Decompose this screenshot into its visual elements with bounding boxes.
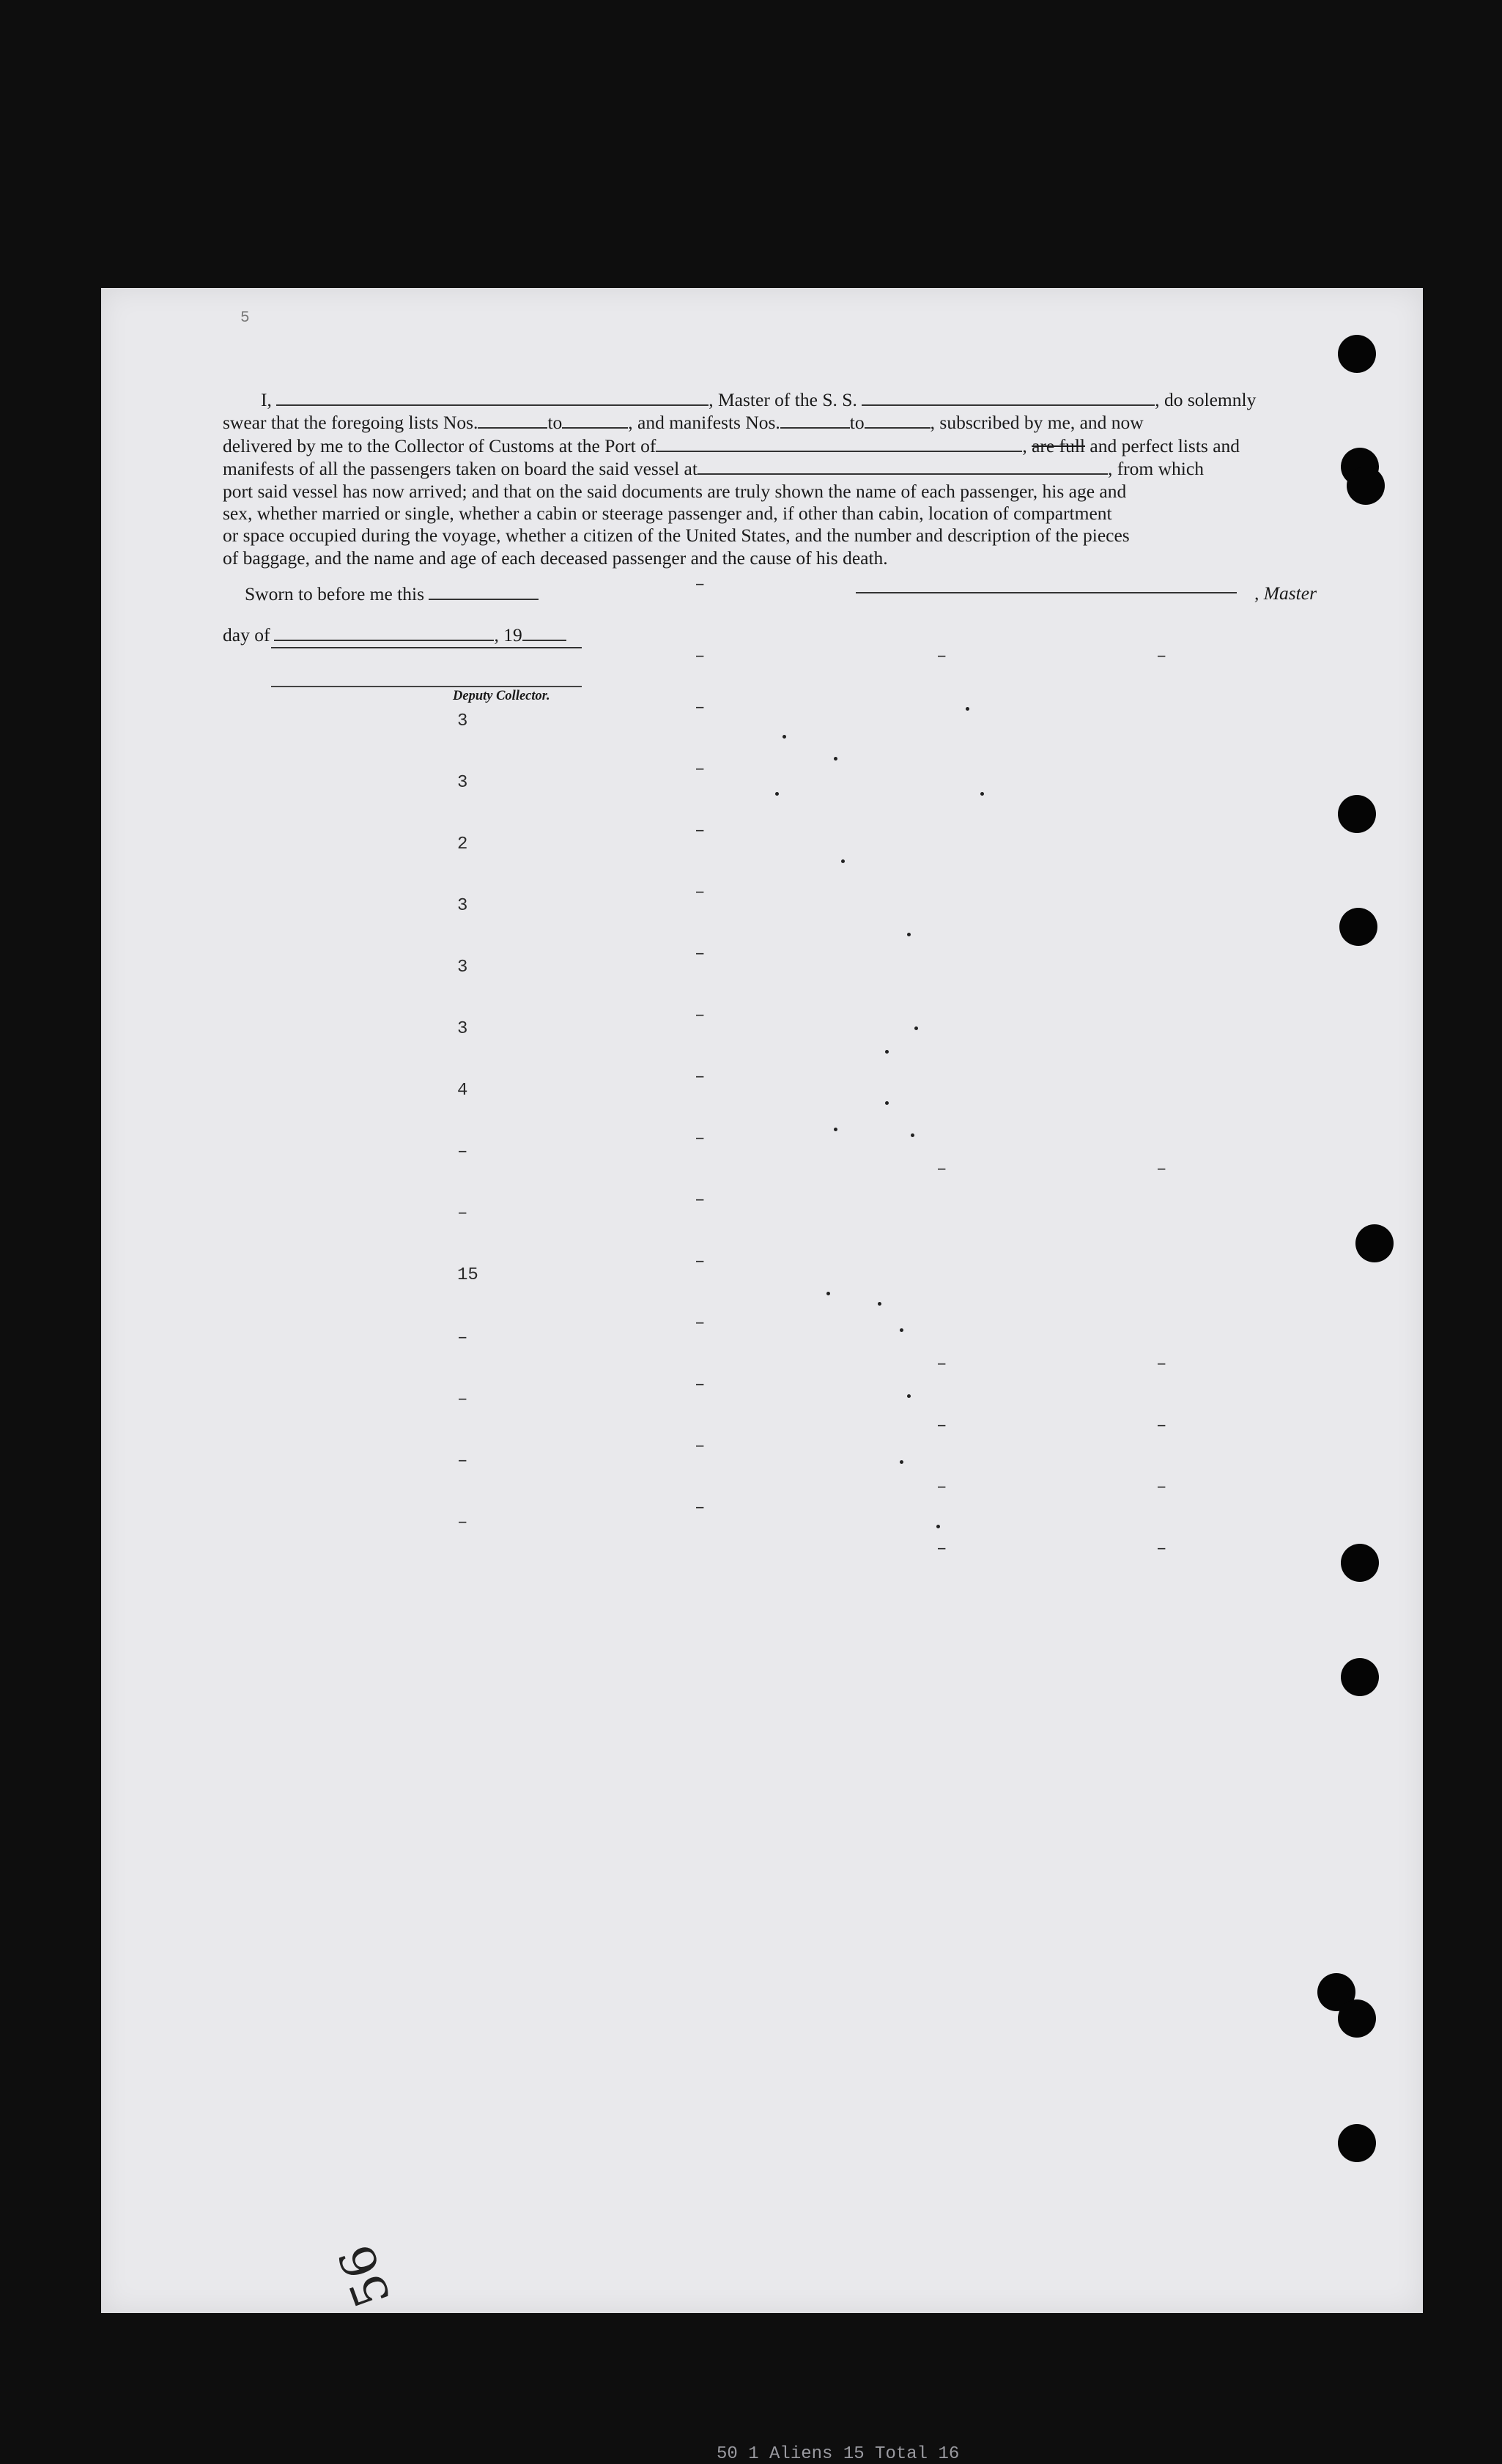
right-dash: – [1156, 1416, 1167, 1436]
right-dash: – [1156, 1478, 1167, 1498]
middle-dash: – [695, 1006, 706, 1026]
middle-dash: – [695, 821, 706, 841]
ink-dot [841, 859, 845, 863]
right-dash: – [1156, 1355, 1167, 1375]
oath-line-3: delivered by me to the Collector of Customs at the Port of , are full and perfect lists and [223, 434, 1240, 456]
ship-name-blank [862, 388, 1155, 406]
handwritten-page-number: 56 [328, 2237, 402, 2315]
master-label: , Master [1254, 582, 1317, 604]
right-dash: – [936, 1160, 947, 1180]
oath-line-6: sex, whether married or single, whether a cabin or steerage passenger and, if other than cabin, location of compartment [223, 503, 1112, 525]
right-dash: – [1156, 1160, 1167, 1180]
ink-dot [826, 1292, 830, 1295]
faint-footer-text: 50 1 Aliens 15 Total 16 [717, 2444, 960, 2464]
oath-line-7: or space occupied during the voyage, whether a citizen of the United States, and the number and description of the pieces [223, 525, 1130, 547]
column-mark: – [457, 1390, 468, 1410]
column-mark: – [457, 1204, 468, 1224]
column-mark: – [457, 1513, 468, 1533]
right-dash: – [936, 647, 947, 667]
punch-hole [1355, 1224, 1394, 1262]
ink-dot [834, 757, 837, 761]
column-mark: 2 [457, 835, 468, 854]
column-mark: 3 [457, 773, 468, 793]
right-dash: – [1156, 647, 1167, 667]
right-dash: – [936, 1539, 947, 1559]
ink-dot [907, 933, 911, 936]
middle-dash: – [695, 1191, 706, 1210]
middle-dash: – [695, 760, 706, 780]
middle-dash: – [695, 647, 706, 667]
ink-dot [878, 1302, 881, 1306]
middle-dash: – [695, 1375, 706, 1395]
sworn-day-blank [429, 582, 539, 600]
day-of-blank [274, 624, 494, 641]
column-mark: – [457, 1328, 468, 1348]
middle-dash: – [695, 883, 706, 903]
oath-line-5: port said vessel has now arrived; and that on the said documents are truly shown the name of each passenger, his age and [223, 480, 1127, 502]
column-mark: 3 [457, 958, 468, 977]
punch-hole [1339, 908, 1377, 946]
oath-line-8: of baggage, and the name and age of each deceased passenger and the cause of his death. [223, 547, 888, 569]
ink-dot [783, 735, 786, 739]
middle-dash: – [695, 1498, 706, 1518]
middle-dash: – [695, 1437, 706, 1457]
middle-dash: – [695, 1068, 706, 1087]
column-mark: 3 [457, 1019, 468, 1039]
document-page [101, 288, 1423, 2464]
middle-dash: – [695, 1252, 706, 1272]
ink-dot [907, 1394, 911, 1398]
punch-hole [1338, 795, 1376, 833]
middle-dash: – [695, 944, 706, 964]
column-mark: 4 [457, 1081, 468, 1100]
year-blank [522, 624, 566, 641]
punch-hole [1338, 1999, 1376, 2038]
middle-dash: – [695, 698, 706, 718]
ink-dot [914, 1026, 918, 1030]
page-number-mark: 5 [240, 310, 250, 327]
middle-dash: – [695, 1129, 706, 1149]
column-mark: – [457, 1142, 468, 1162]
ink-dot [980, 792, 984, 796]
column-mark: 3 [457, 896, 468, 916]
right-dash: – [936, 1478, 947, 1498]
master-name-blank [276, 388, 709, 406]
signature-line-1 [271, 647, 582, 648]
oath-line-4: manifests of all the passengers taken on board the said vessel at , from which [223, 458, 1204, 480]
oath-line-1: I, , Master of the S. S. , do solemnly [261, 389, 1257, 410]
punch-hole [1347, 467, 1385, 505]
ink-dot [885, 1101, 889, 1105]
ink-dot [885, 1050, 889, 1054]
ink-dot [966, 707, 969, 711]
ink-dot [834, 1128, 837, 1131]
right-dash: – [936, 1355, 947, 1375]
oath-paragraph [223, 388, 1417, 569]
ink-dot [775, 792, 779, 796]
punch-hole [1338, 2124, 1376, 2162]
ink-dot [936, 1525, 940, 1528]
middle-dash: – [695, 1314, 706, 1333]
day-of-label: day of , 19 [223, 624, 566, 646]
right-dash: – [1156, 1539, 1167, 1559]
punch-hole [1341, 1658, 1379, 1696]
column-mark: 15 [457, 1265, 478, 1285]
punch-hole [1341, 1544, 1379, 1582]
middle-dash: – [695, 575, 706, 595]
ink-dot [900, 1460, 903, 1464]
ink-dot [911, 1133, 914, 1137]
ink-dot [900, 1328, 903, 1332]
deputy-collector-line [271, 686, 582, 687]
punch-hole [1338, 335, 1376, 373]
column-mark: – [457, 1451, 468, 1471]
oath-line-2: swear that the foregoing lists Nos. to , and manifests Nos. to , subscribed by me, and now [223, 412, 1144, 434]
deputy-collector-label: Deputy Collector. [453, 689, 550, 703]
master-signature-line [856, 592, 1237, 593]
sworn-label: Sworn to before me this [245, 582, 539, 605]
right-dash: – [936, 1416, 947, 1436]
column-mark: 3 [457, 711, 468, 731]
